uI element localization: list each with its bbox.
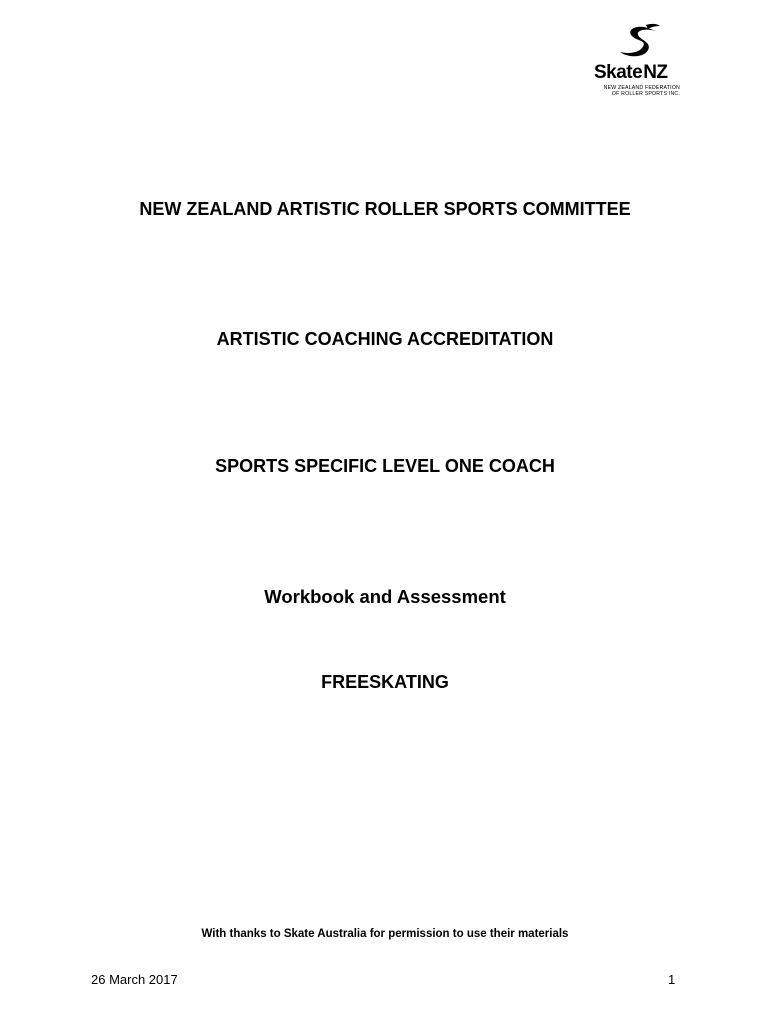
logo-subtitle [599, 85, 680, 97]
logo-subtitle-line1: NEW ZEALAND FEDERATION [603, 85, 680, 91]
skatenz-logo [594, 22, 680, 110]
acknowledgement-text: With thanks to Skate Australia for permission to use their materials [201, 928, 569, 940]
logo-wordmark [594, 62, 680, 84]
logo-word-nz: NZ [643, 62, 668, 83]
workbook-heading: Workbook and Assessment [264, 586, 506, 607]
logo-subtitle-line2: OF ROLLER SPORTS INC. [611, 91, 680, 97]
discipline-heading: FREESKATING [321, 672, 449, 692]
skate-swoosh-icon [618, 22, 662, 60]
logo-word-skate: Skate [594, 62, 643, 83]
page-number: 1 [668, 972, 676, 987]
coach-level-heading: SPORTS SPECIFIC LEVEL ONE COACH [215, 456, 555, 476]
committee-heading: NEW ZEALAND ARTISTIC ROLLER SPORTS COMMITTEE [139, 199, 631, 219]
footer-date: 26 March 2017 [91, 972, 178, 987]
accreditation-heading: ARTISTIC COACHING ACCREDITATION [216, 329, 554, 349]
